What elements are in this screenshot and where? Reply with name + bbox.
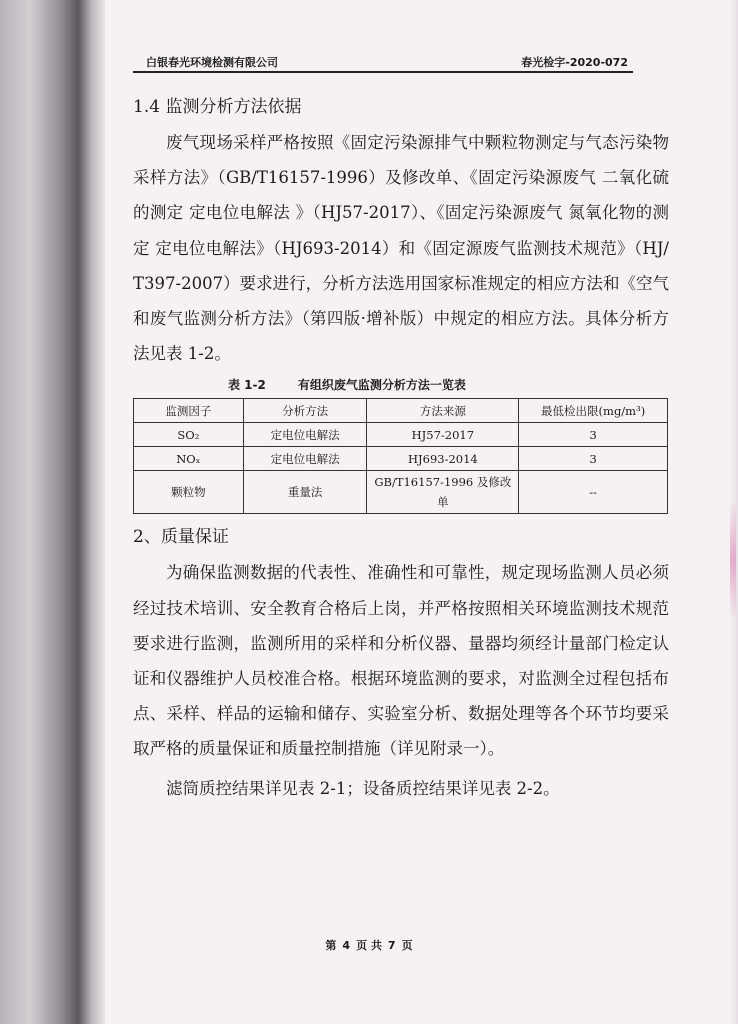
table-row (134, 471, 668, 514)
table-cell: 3 (519, 447, 668, 471)
table-cell: NOₓ (134, 447, 244, 471)
table-number: 表 1-2 (228, 378, 266, 393)
total-pages: 7 (387, 939, 396, 952)
table-cell: 3 (519, 423, 668, 447)
current-page: 4 (342, 939, 351, 952)
table-row (134, 447, 668, 471)
table-cell: 重量法 (243, 471, 367, 514)
section-1-4-heading: 1.4 监测分析方法依据 (133, 97, 302, 117)
book-binding-shadow (0, 0, 105, 1024)
section-2-paragraph: 为确保监测数据的代表性、准确性和可靠性，规定现场监测人员必须经过技术培训、安全教育合格后上岗，并严格按照相关环境监测技术规范要求进行监测，监测所用的采样和分析仪器、量器均须经计量部门检定认证和仪器维护人员校准合格。根据环境监测的要求，对监测全过程包括布点、采样、样品的运输和储存、实验室分析、数据处理等各个环节均要采取严格的质量保证和质量控制措施（详见附录一）。 (133, 563, 669, 759)
section-2-heading: 2、质量保证 (133, 527, 229, 548)
table-cell: HJ693-2014 (367, 447, 519, 471)
table-header-cell: 分析方法 (243, 399, 367, 423)
page-number-prefix: 第 (325, 939, 337, 952)
analysis-methods-table (133, 398, 668, 514)
company-name: 白银春光环境检测有限公司 (146, 56, 278, 69)
page-number (0, 937, 738, 953)
table-cell: 定电位电解法 (243, 447, 367, 471)
table-cell: -- (519, 471, 668, 514)
page-number-middle: 页 共 (356, 939, 382, 952)
table-header-cell: 最低检出限(mg/m³) (519, 399, 668, 423)
table-row (134, 423, 668, 447)
table-cell: SO₂ (134, 423, 244, 447)
table-cell: 颗粒物 (134, 471, 244, 514)
table-caption (133, 374, 669, 396)
table-title: 有组织废气监测分析方法一览表 (297, 378, 466, 393)
stamp-edge-mark (730, 500, 736, 620)
page-number-suffix: 页 (401, 939, 413, 952)
table-header-row (134, 399, 668, 423)
section-1-4-paragraph: 废气现场采样严格按照《固定污染源排气中颗粒物测定与气态污染物采样方法》（GB/T16157-1996）及修改单、《固定污染源废气 二氧化硫的测定 定电位电解法 》（HJ57-2017）、《固定污染源废气 氮氧化物的测定 定电位电解法》（HJ693-2014）和《固定源废气监测技术规范》（HJ/T397-2007）要求进行，分析方法选用国家标准规定的相应方法和《空气和废气监测分析方法》（第四版·增补版）中规定的相应方法。具体分析方法见表 1-2。 (133, 133, 669, 364)
page-content (133, 90, 669, 806)
table-header-cell: 方法来源 (367, 399, 519, 423)
document-number: 春光检字-2020-072 (521, 56, 628, 69)
table-cell: HJ57-2017 (367, 423, 519, 447)
table-cell: 定电位电解法 (243, 423, 367, 447)
section-2-paragraph-2: 滤筒质控结果详见表 2-1；设备质控结果详见表 2-2。 (166, 778, 560, 798)
table-cell: GB/T16157-1996 及修改单 (367, 471, 519, 514)
table-header-cell: 监测因子 (134, 399, 244, 423)
page-header (133, 51, 633, 73)
